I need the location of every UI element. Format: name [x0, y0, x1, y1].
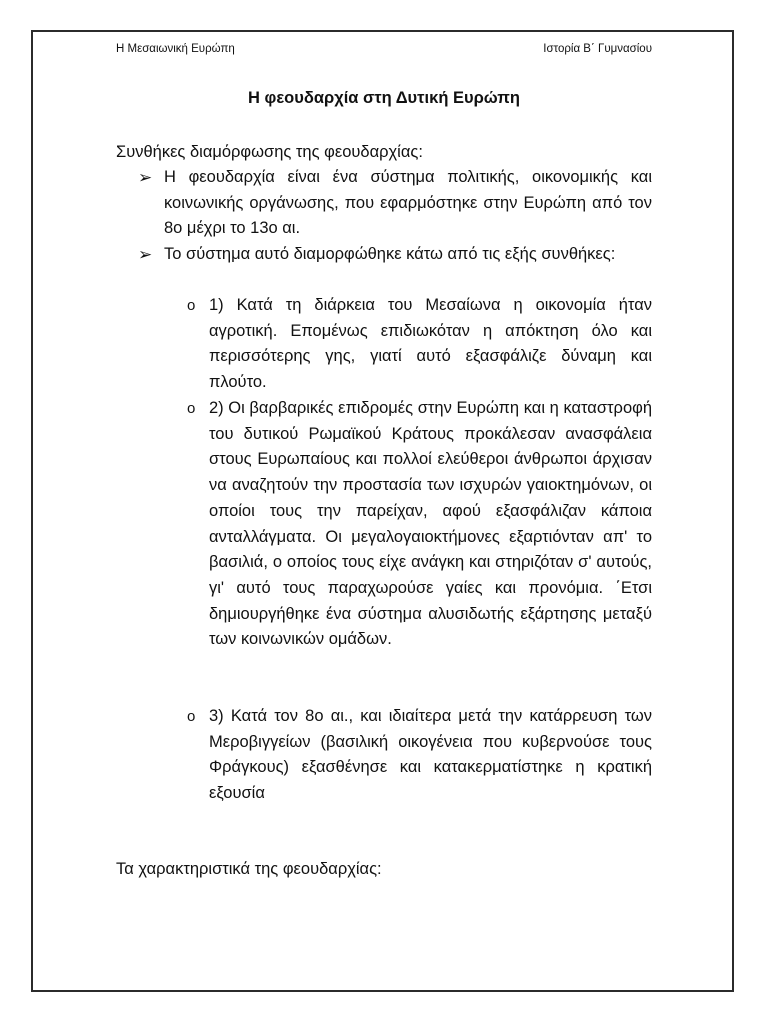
page-title: Η φεουδαρχία στη Δυτική Ευρώπη — [248, 89, 520, 107]
header-left: Η Μεσαιωνική Ευρώπη — [116, 43, 235, 55]
bullet-item-2: Το σύστημα αυτό διαμορφώθηκε κάτω από τις εξής συνθήκες: — [164, 245, 616, 263]
arrow-bullet-icon: ➢ — [138, 245, 153, 264]
header-right: Ιστορία Β΄ Γυμνασίου — [543, 43, 652, 55]
section-heading-conditions: Συνθήκες διαμόρφωσης της φεουδαρχίας: — [116, 143, 423, 161]
circle-bullet-icon: o — [187, 297, 196, 314]
circle-bullet-icon: o — [187, 400, 196, 417]
sub-item-3: 3) Κατά τον 8ο αι., και ιδιαίτερα μετά την κατάρρευση των Μεροβιγγείων (βασιλική οικογένεια που κυβερνούσε τους Φράγκους) εξασθένησε και κατακερματίστηκε η κρατική εξουσία — [209, 707, 652, 803]
circle-bullet-icon: o — [187, 708, 196, 725]
bullet-item-1: Η φεουδαρχία είναι ένα σύστημα πολιτικής, οικονομικής και κοινωνικής οργάνωσης, που εφαρμόστηκε στην Ευρώπη από τον 8ο μέχρι το 13ο αι. — [164, 168, 652, 238]
sub-item-1: 1) Κατά τη διάρκεια του Μεσαίωνα η οικονομία ήταν αγροτική. Επομένως επιδιωκόταν η απόκτηση όλο και περισσότερης γης, γιατί αυτό εξασφάλιζε δύναμη και πλούτο. — [209, 296, 652, 392]
page-header — [116, 43, 652, 55]
arrow-bullet-icon: ➢ — [138, 168, 153, 187]
section-heading-characteristics: Τα χαρακτηριστικά της φεουδαρχίας: — [116, 860, 382, 878]
sub-item-2: 2) Οι βαρβαρικές επιδρομές στην Ευρώπη και η καταστροφή του δυτικού Ρωμαϊκού Κράτους προκάλεσαν ανασφάλεια στους Ευρωπαίους και πολλοί ελεύθεροι άνθρωποι άρχισαν να αναζητούν την προστασία των ισχυρών γαιοκτημόνων, οι οποίοι τους την παρείχαν, αφού εξασφάλιζαν κάποια ανταλλάγματα. Οι μεγαλογαιοκτήμονες εξαρτιόνταν απ' το βασιλιά, ο οποίος τους είχε ανάγκη και στηριζόταν σ' αυτούς, γι' αυτό τους παραχωρούσε γαίες και προνόμια. ΄Ετσι δημιουργήθηκε ένα σύστημα αλυσιδωτής εξάρτησης μεταξύ των κοινωνικών ομάδων. — [209, 399, 652, 649]
